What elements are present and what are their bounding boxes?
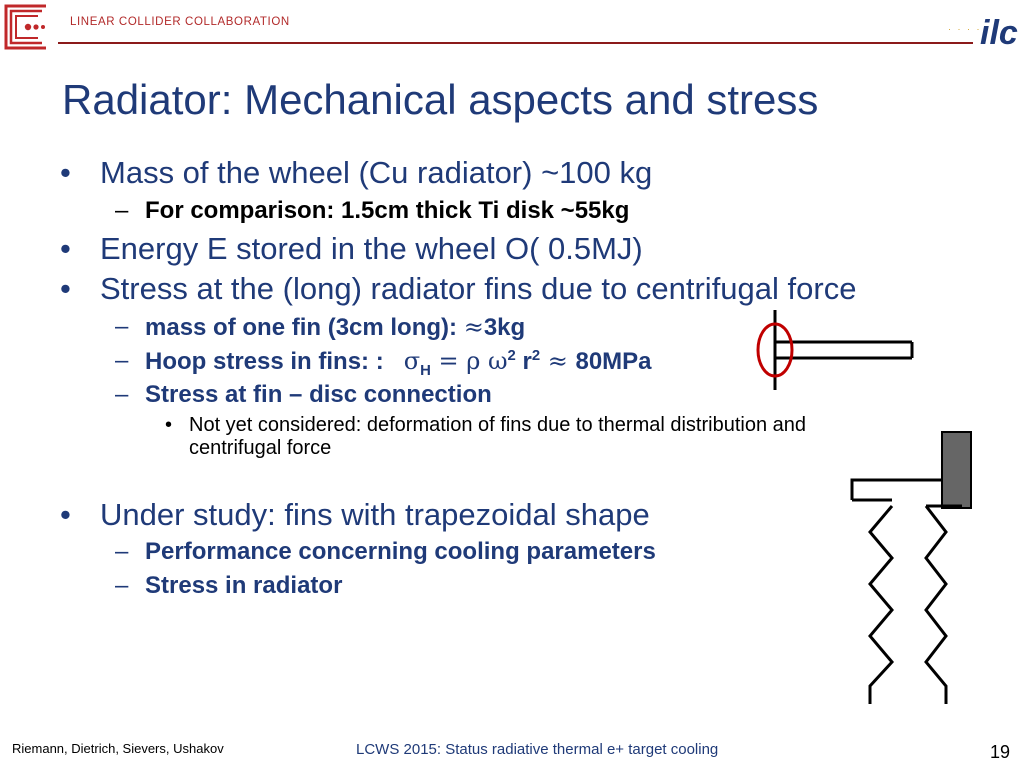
dash-marker: – [115, 313, 129, 340]
r-symbol: r [515, 348, 532, 375]
bullet-text: Under study: fins with trapezoidal shape [100, 497, 650, 532]
dash-marker: – [115, 572, 129, 599]
sub-bullet-ti-disk [115, 197, 630, 225]
approx-symbol: ≈ [463, 313, 484, 341]
dash-marker: – [115, 347, 129, 374]
sub-bullet-cooling [115, 538, 656, 566]
dash-marker: – [115, 381, 129, 408]
dash-marker: – [115, 197, 129, 224]
ilc-logo [940, 4, 1022, 50]
fin-mass-value: 3kg [483, 314, 526, 341]
sub-bullet-hoop-stress [115, 347, 652, 379]
ilc-logo-text: ilc [980, 14, 1018, 52]
bullet-text: For comparison: 1.5cm thick Ti disk ~55kg [145, 197, 630, 224]
bullet-text: mass of one fin (3cm long): [145, 314, 464, 341]
sub-bullet-radiator-stress [115, 572, 343, 600]
bullet-marker: • [165, 414, 173, 436]
base-plate [852, 480, 942, 500]
bullet-text: Stress in radiator [145, 572, 343, 599]
svg-text:· · · ·: · · · · [948, 24, 982, 34]
collaboration-logo [2, 2, 48, 52]
sigma-symbol: σ [403, 347, 421, 375]
r-exponent: 2 [531, 348, 541, 364]
bullet-wheel-mass [60, 155, 653, 191]
slide-title: Radiator: Mechanical aspects and stress [62, 76, 819, 123]
sub-bullet-fin-mass [115, 313, 526, 342]
bullet-marker: • [60, 231, 71, 266]
note-not-considered [165, 414, 807, 460]
rho-omega-symbols: = ρ ω [430, 347, 508, 375]
bullet-text: Performance concerning cooling parameters [145, 538, 656, 565]
fin-right-profile [926, 506, 946, 704]
bullet-text: Mass of the wheel (Cu radiator) ~100 kg [100, 155, 653, 190]
note-line-2: centrifugal force [189, 437, 332, 459]
dash-marker: – [115, 538, 129, 565]
fin-diagram [752, 300, 922, 395]
header-divider [58, 42, 973, 44]
bullet-marker: • [60, 497, 71, 532]
bullet-energy [60, 231, 643, 267]
fin-left-profile [870, 506, 892, 704]
org-name: LINEAR COLLIDER COLLABORATION [70, 16, 290, 28]
sigma-subscript: H [420, 362, 431, 379]
bullet-marker: • [60, 155, 71, 190]
bullet-marker: • [60, 271, 71, 306]
hub-block [942, 432, 971, 508]
omega-exponent: 2 [507, 348, 516, 364]
bullet-text: Energy E stored in the wheel O( 0.5MJ) [100, 231, 643, 266]
footer-authors: Riemann, Dietrich, Sievers, Ushakov [12, 741, 224, 756]
bullet-trapezoidal [60, 497, 650, 533]
hoop-stress-value: 80MPa [575, 348, 652, 375]
sub-bullet-disc-connection [115, 381, 492, 409]
bullet-text: Stress at the (long) radiator fins due to centrifugal force [100, 271, 857, 306]
footer-event: LCWS 2015: Status radiative thermal e+ target cooling [356, 741, 719, 758]
note-line-1: Not yet considered: deformation of fins due to thermal distribution and [189, 414, 807, 436]
page-number: 19 [990, 742, 1011, 762]
approx-symbol: ≈ [540, 347, 576, 375]
bullet-text: Stress at fin – disc connection [145, 381, 492, 408]
bullet-text: Hoop stress in fins: : [145, 348, 404, 375]
bullet-fin-stress [60, 271, 857, 307]
trapezoidal-fins-diagram [848, 428, 978, 708]
